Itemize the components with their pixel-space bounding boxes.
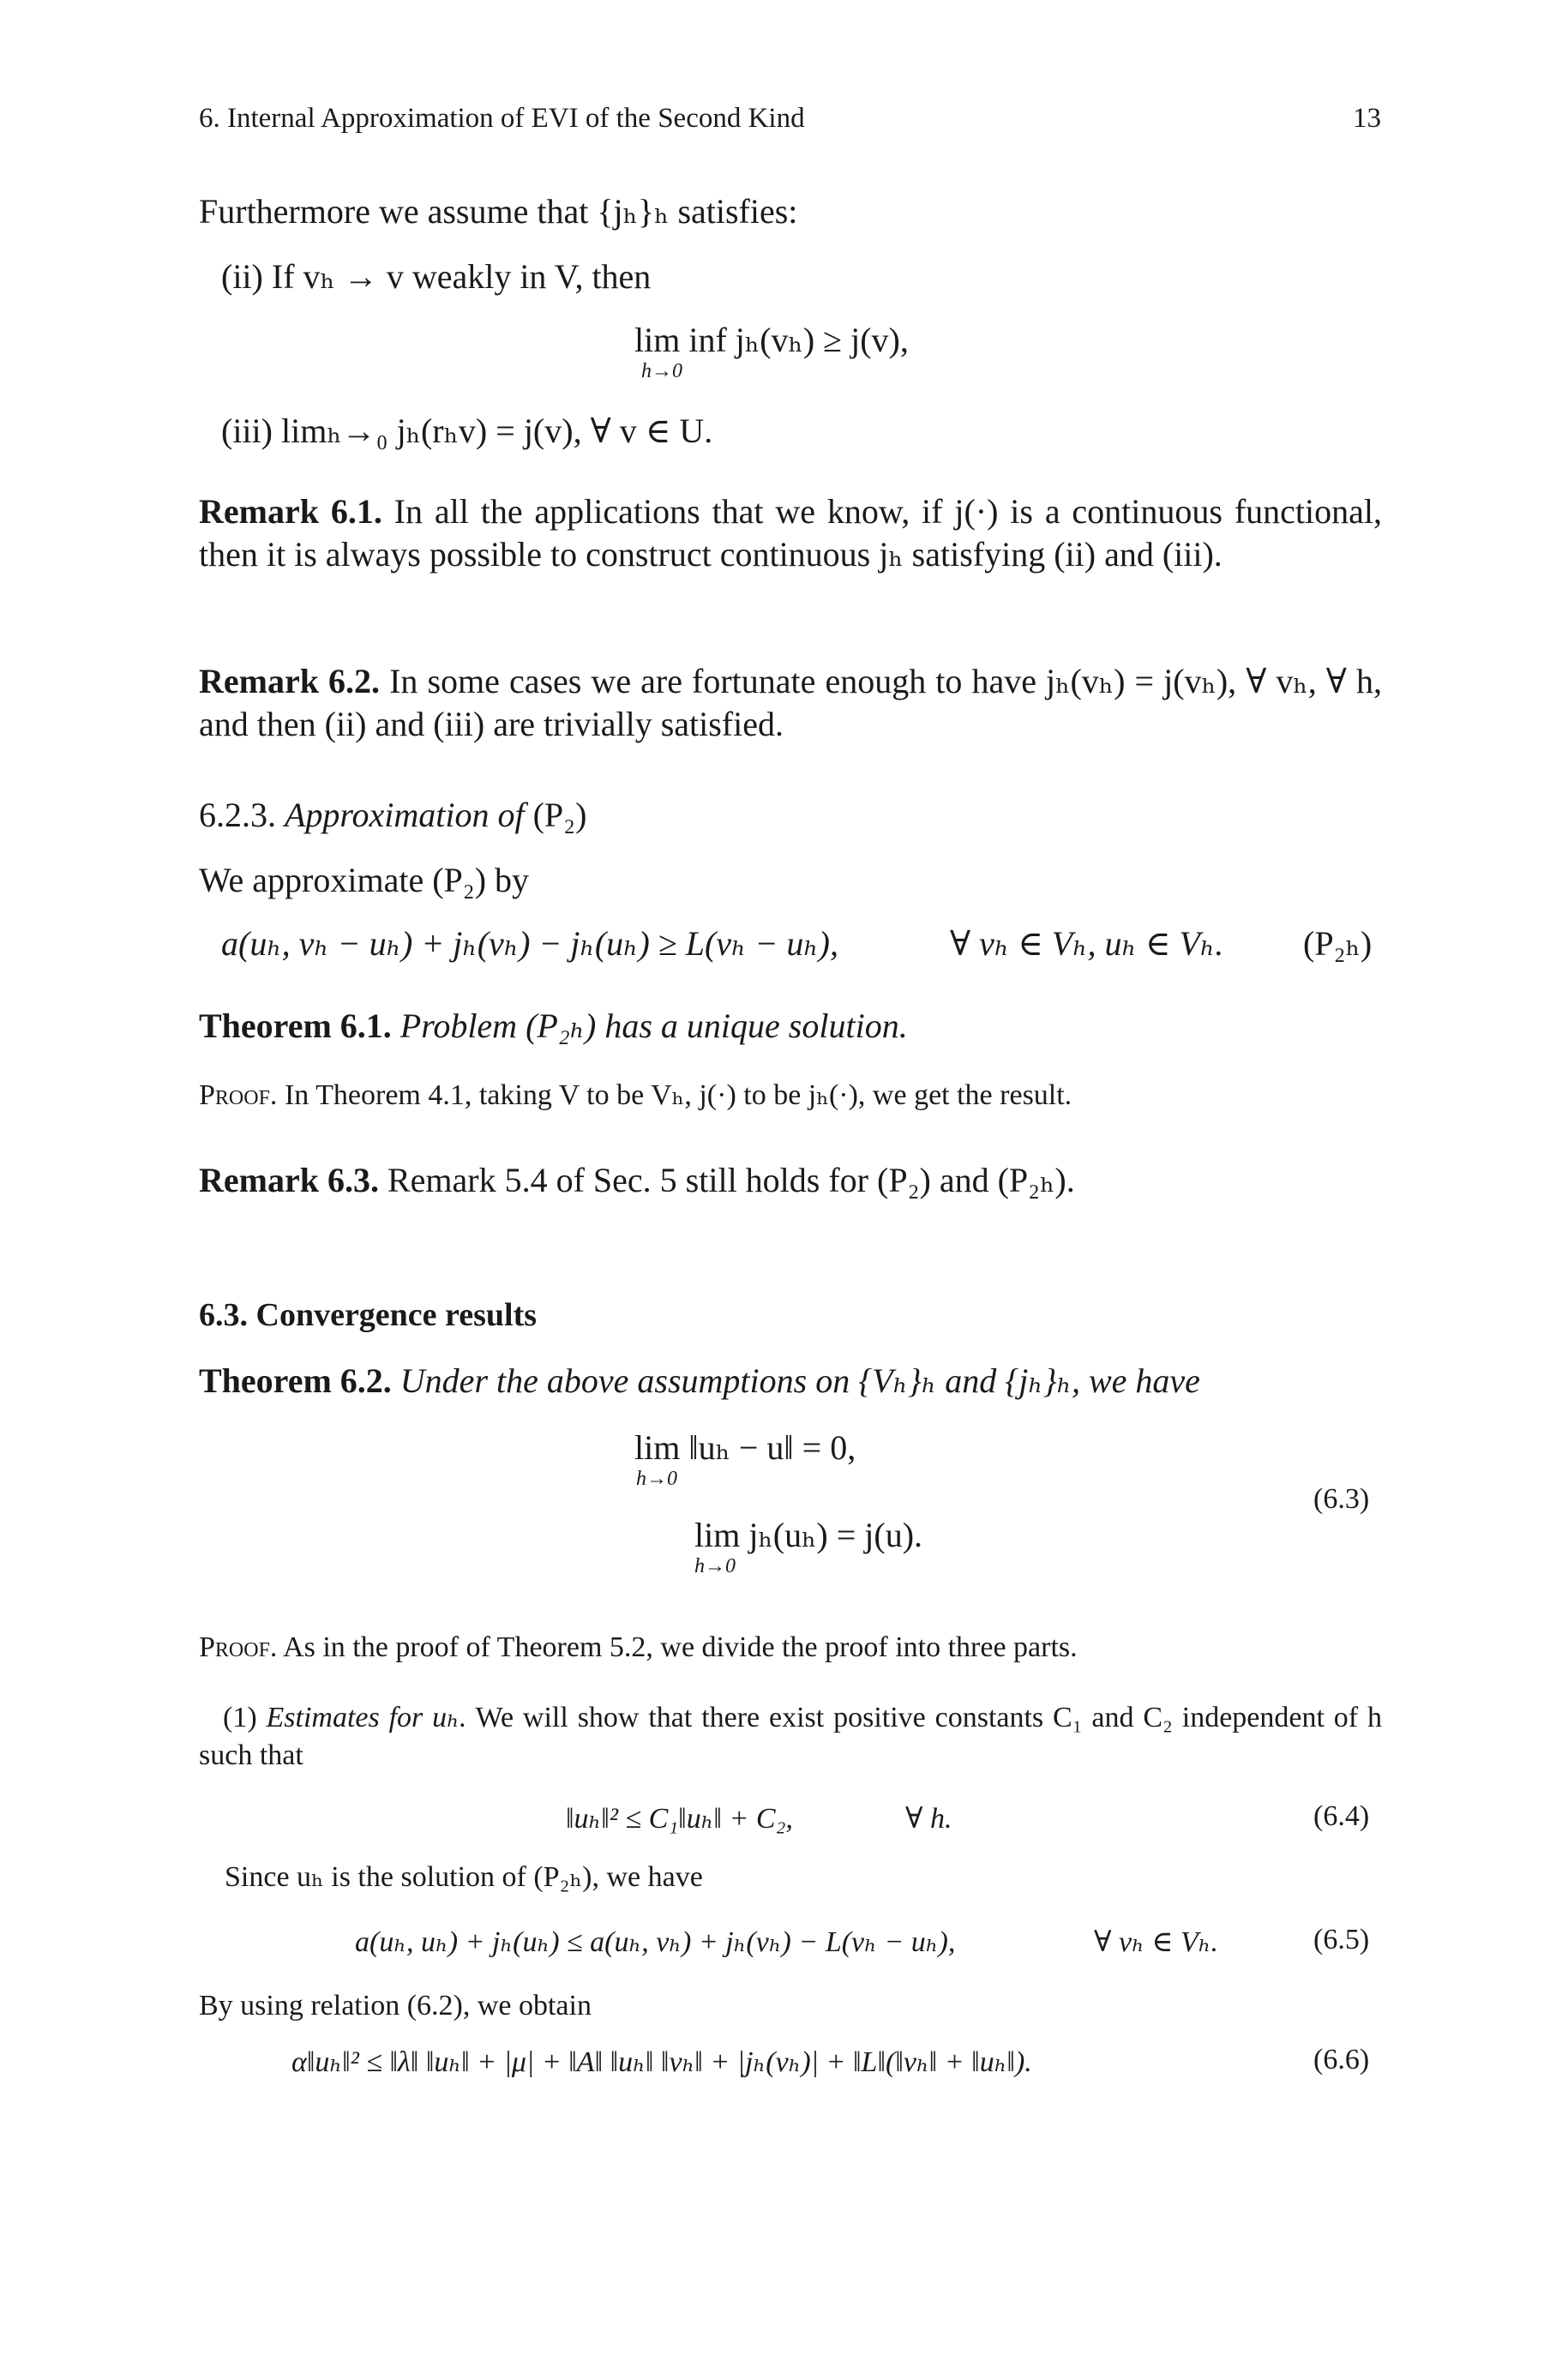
remark-6-2 xyxy=(199,660,1382,746)
part-1-text: We will show that there exist positive constants C₁ and C₂ independent of h such that xyxy=(199,1702,1382,1771)
remark-6-1-text: In all the applications that we know, if j(·) is a continuous functional, then it is always possible to construct continuous jₕ satisfying (ii) and (iii). xyxy=(199,492,1383,574)
eq-6-5-body: a(uₕ, uₕ) + jₕ(uₕ) ≤ a(uₕ, vₕ) + jₕ(vₕ) − L(vₕ − uₕ), xyxy=(355,1926,956,1958)
theorem-6-2-label: Theorem 6.2. xyxy=(199,1361,392,1400)
subsection-number: 6.2.3. xyxy=(199,796,285,834)
theorem-6-1-label: Theorem 6.1. xyxy=(199,1006,392,1045)
eq-6-3-line-1-subscript: h→0 xyxy=(636,1468,677,1490)
section-6-3-heading: 6.3. Convergence results xyxy=(199,1297,538,1333)
eq-6-6-body: α‖uₕ‖² ≤ ‖λ‖ ‖uₕ‖ + |μ| + ‖A‖ ‖uₕ‖ ‖vₕ‖ + |jₕ(vₕ)| + ‖L‖(‖vₕ‖ + ‖uₕ‖). xyxy=(291,2046,1032,2078)
theorem-6-1-text: Problem (P₂ₕ) has a unique solution. xyxy=(391,1006,908,1045)
eq-6-5-tag: (6.5) xyxy=(1313,1924,1370,1955)
proof-6-2 xyxy=(199,1629,1078,1667)
condition-ii-equation xyxy=(634,319,909,362)
eq-6-3-line-2-subscript: h→0 xyxy=(694,1555,736,1577)
part-1-title: Estimates for uₕ. xyxy=(266,1702,467,1733)
proof-part-1 xyxy=(199,1699,1382,1775)
theorem-6-1 xyxy=(199,1005,908,1048)
proof-6-2-label: Proof. xyxy=(199,1631,278,1663)
remark-6-2-text: In some cases we are fortunate enough to have jₕ(vₕ) = j(vₕ), ∀ vₕ, ∀ h, and then (ii) and (iii) are trivially satisfied. xyxy=(199,662,1382,743)
condition-ii-limit-subscript: h→0 xyxy=(641,360,682,382)
eq-6-5-quantifier: ∀ vₕ ∈ Vₕ. xyxy=(1094,1926,1218,1958)
remark-6-2-label: Remark 6.2. xyxy=(199,662,381,700)
proof-6-2-text: As in the proof of Theorem 5.2, we divide the proof into three parts. xyxy=(277,1631,1078,1663)
condition-ii: (ii) If vₕ → v weakly in V, then xyxy=(221,257,652,296)
by-using-line: By using relation (6.2), we obtain xyxy=(199,1990,592,2022)
eq-6-4-tag: (6.4) xyxy=(1313,1800,1370,1832)
eq-6-3-line-2: lim jₕ(uₕ) = j(u). xyxy=(694,1516,923,1554)
proof-6-1-label: Proof. xyxy=(199,1079,278,1111)
condition-ii-formula: lim inf jₕ(vₕ) ≥ j(v), xyxy=(634,321,909,359)
eq-6-3-line-1: lim ‖uₕ − u‖ = 0, xyxy=(634,1428,856,1467)
remark-6-1-label: Remark 6.1. xyxy=(199,492,382,531)
remark-6-3-label: Remark 6.3. xyxy=(199,1161,379,1199)
since-line: Since uₕ is the solution of (P₂ₕ), we have xyxy=(225,1861,703,1893)
p2h-quantifier: ∀ vₕ ∈ Vₕ, uₕ ∈ Vₕ. xyxy=(950,924,1224,963)
subsection-title: Approximation of xyxy=(285,796,525,834)
remark-6-1 xyxy=(199,490,1382,576)
theorem-6-2 xyxy=(199,1360,1200,1403)
proof-6-1-text: In Theorem 4.1, taking V to be Vₕ, j(·) to be jₕ(·), we get the result. xyxy=(277,1079,1072,1111)
intro-line: Furthermore we assume that {jₕ}ₕ satisfies: xyxy=(199,192,798,231)
part-1-lead: (1) xyxy=(223,1702,267,1733)
page-number: 13 xyxy=(1353,103,1381,134)
remark-6-3 xyxy=(199,1159,1075,1202)
subsection-6-2-3 xyxy=(199,794,586,837)
proof-6-1 xyxy=(199,1077,1072,1114)
remark-6-3-text: Remark 5.4 of Sec. 5 still holds for (P₂) and (P₂ₕ). xyxy=(378,1161,1075,1199)
p2h-equation: a(uₕ, vₕ − uₕ) + jₕ(vₕ) − jₕ(uₕ) ≥ L(vₕ − uₕ), xyxy=(221,924,838,963)
eq-6-3-tag: (6.3) xyxy=(1313,1483,1370,1515)
theorem-6-2-text: Under the above assumptions on {Vₕ}ₕ and {jₕ}ₕ, we have xyxy=(391,1361,1200,1400)
running-header-title: 6. Internal Approximation of EVI of the Second Kind xyxy=(199,103,805,134)
approximation-intro: We approximate (P₂) by xyxy=(199,861,530,899)
eq-6-6-tag: (6.6) xyxy=(1313,2044,1370,2076)
eq-6-4-body: ‖uₕ‖² ≤ C₁‖uₕ‖ + C₂, xyxy=(566,1803,793,1835)
condition-iii: (iii) limₕ→₀ jₕ(rₕv) = j(v), ∀ v ∈ U. xyxy=(221,412,713,450)
subsection-title-tail: (P₂) xyxy=(524,796,587,834)
p2h-tag: (P₂ₕ) xyxy=(1303,924,1373,963)
eq-6-4-quantifier: ∀ h. xyxy=(905,1803,952,1835)
